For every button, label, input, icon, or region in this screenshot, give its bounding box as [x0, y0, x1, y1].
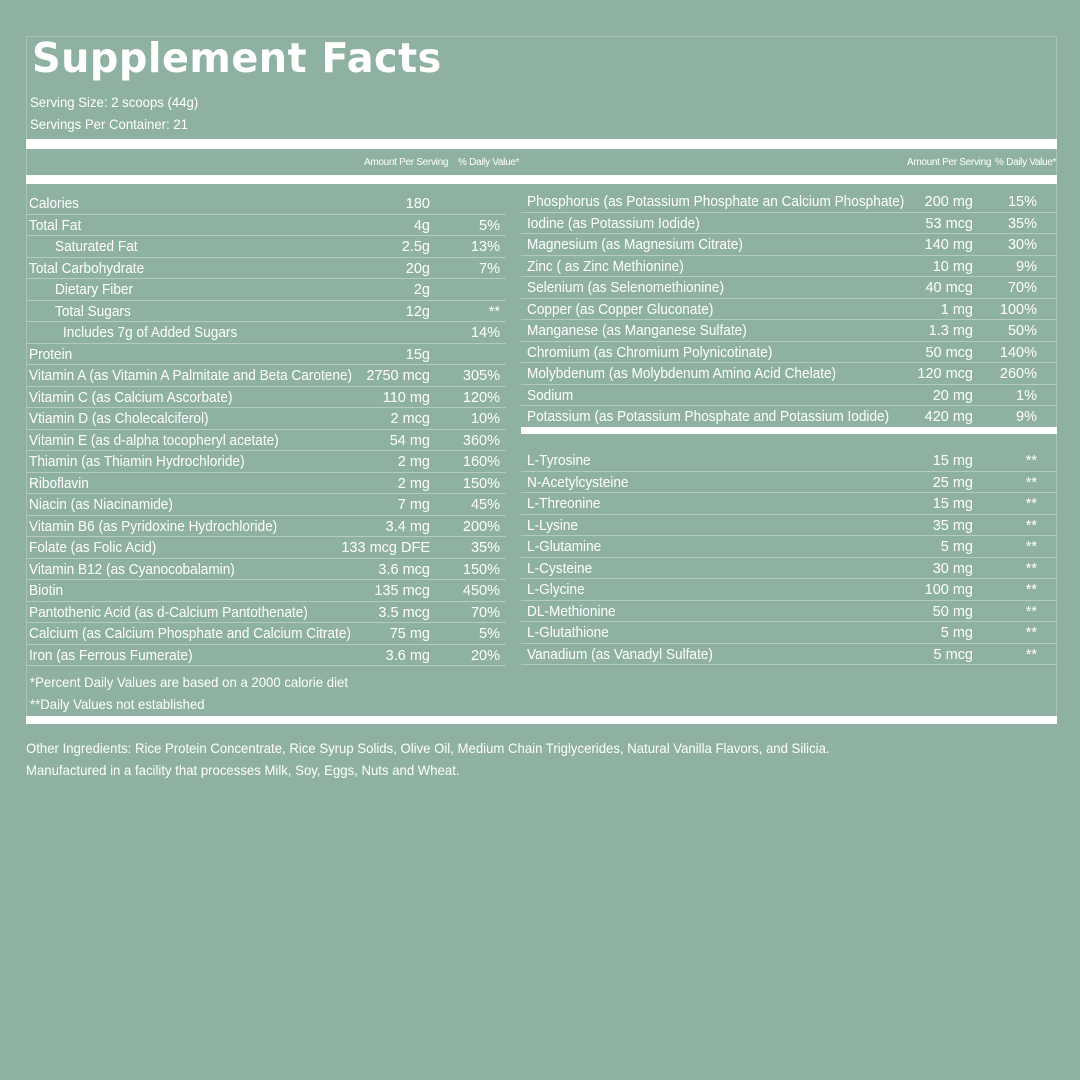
nutrient-name: Copper (as Copper Gluconate): [527, 301, 714, 318]
amino-row: [521, 450, 1057, 472]
nutrient-daily-value: 140%: [999, 344, 1037, 361]
nutrient-name: Vtiamin D (as Cholecalciferol): [29, 411, 209, 427]
nutrient-name: Vitamin B6 (as Pyridoxine Hydrochloride): [29, 518, 278, 535]
nutrient-amount: 12g: [405, 303, 430, 320]
nutrient-name: L-Tyrosine: [527, 453, 591, 469]
nutrient-amount: 50 mg: [932, 603, 973, 620]
nutrient-row: [26, 494, 506, 516]
nutrient-name: Potassium (as Potassium Phosphate and Potassium Iodide): [527, 409, 890, 425]
nutrient-daily-value: 450%: [462, 583, 500, 599]
nutrient-amount: 15 mg: [932, 453, 973, 469]
nutrient-daily-value: 5%: [479, 217, 500, 234]
nutrient-daily-value: 70%: [1007, 280, 1037, 296]
nutrient-row: [26, 516, 506, 538]
nutrient-amount: 10 mg: [932, 258, 973, 275]
footnote-not-established: **Daily Values not established: [30, 696, 205, 712]
nutrient-row: [26, 408, 506, 430]
nutrient-daily-value: 305%: [462, 368, 500, 384]
thick-rule-amino: [521, 427, 1057, 434]
mineral-row: [521, 191, 1057, 213]
other-ingredients: Other Ingredients: Rice Protein Concentrate, Rice Syrup Solids, Olive Oil, Medium Chain Triglycerides, Natural Vanilla Flavors, and Silicia.: [26, 740, 830, 756]
nutrient-amount: 20g: [405, 260, 430, 277]
nutrient-row: [26, 193, 506, 215]
nutrient-daily-value: **: [1025, 646, 1037, 663]
nutrient-name: Niacin (as Niacinamide): [29, 497, 173, 513]
nutrient-name: Includes 7g of Added Sugars: [63, 325, 238, 341]
thick-rule-header: [26, 175, 1057, 184]
nutrient-name: DL-Methionine: [527, 603, 616, 620]
amino-row: [521, 536, 1057, 558]
nutrient-name: L-Threonine: [527, 496, 601, 512]
label-title: Supplement Facts: [32, 34, 442, 82]
nutrient-row: [26, 344, 506, 366]
nutrient-row: [26, 473, 506, 495]
nutrient-row: [26, 430, 506, 452]
nutrient-name: Vitamin B12 (as Cyanocobalamin): [29, 561, 235, 578]
nutrient-daily-value: 150%: [462, 561, 500, 578]
amino-row: [521, 601, 1057, 623]
nutrient-amount: 100 mg: [924, 582, 973, 598]
nutrient-amount: 200 mg: [924, 194, 973, 210]
nutrient-name: Total Fat: [29, 217, 82, 234]
nutrient-amount: 5 mg: [940, 625, 973, 641]
nutrient-amount: 25 mg: [932, 474, 973, 491]
nutrient-daily-value: 260%: [999, 366, 1037, 382]
nutrient-row: [26, 387, 506, 409]
nutrient-amount: 5 mcg: [933, 646, 973, 663]
nutrient-amount: 1 mg: [940, 301, 973, 318]
nutrient-name: L-Glutathione: [527, 625, 609, 641]
nutrient-name: Dietary Fiber: [55, 282, 134, 298]
nutrient-amount: 3.4 mg: [385, 518, 430, 535]
footnote-daily-values: *Percent Daily Values are based on a 2000 calorie diet: [30, 674, 348, 690]
nutrient-daily-value: 5%: [479, 626, 500, 642]
nutrient-name: L-Glutamine: [527, 539, 602, 555]
nutrient-name: Sodium: [527, 387, 574, 404]
amino-row: [521, 515, 1057, 537]
nutrient-amount: 15g: [405, 346, 430, 363]
nutrient-name: Iodine (as Potassium Iodide): [527, 215, 700, 232]
nutrient-daily-value: 35%: [470, 540, 500, 556]
nutrient-name: Thiamin (as Thiamin Hydrochloride): [29, 454, 245, 470]
nutrient-daily-value: 160%: [462, 454, 500, 470]
nutrient-amount: 20 mg: [932, 387, 973, 404]
nutrient-daily-value: 7%: [479, 260, 500, 277]
nutrient-name: Total Sugars: [55, 303, 131, 320]
nutrient-name: Phosphorus (as Potassium Phosphate an Calcium Phosphate): [527, 194, 905, 210]
nutrient-amount: 140 mg: [924, 237, 973, 253]
nutrient-row: [26, 215, 506, 237]
nutrient-amount: 7 mg: [397, 497, 430, 513]
mineral-row: [521, 385, 1057, 407]
nutrient-amount: 75 mg: [389, 626, 430, 642]
nutrient-amount: 180: [405, 196, 430, 212]
nutrient-daily-value: **: [488, 303, 500, 320]
nutrient-amount: 35 mg: [932, 517, 973, 534]
nutrient-amount: 4g: [413, 217, 430, 234]
amino-row: [521, 472, 1057, 494]
nutrient-daily-value: 100%: [999, 301, 1037, 318]
nutrient-daily-value: 10%: [470, 411, 500, 427]
nutrient-row: [26, 365, 506, 387]
nutrient-amount: 50 mcg: [925, 344, 973, 361]
nutrient-name: Total Carbohydrate: [29, 260, 145, 277]
nutrient-amount: 133 mcg DFE: [341, 540, 430, 556]
col-head-dv-left: % Daily Value*: [458, 157, 520, 168]
nutrient-amount: 30 mg: [932, 560, 973, 577]
nutrient-row: [26, 580, 506, 602]
nutrient-name: Molybdenum (as Molybdenum Amino Acid Chelate): [527, 366, 837, 382]
nutrient-daily-value: 200%: [462, 518, 500, 535]
col-head-dv-right: % Daily Value*: [995, 157, 1057, 168]
nutrient-row: [26, 645, 506, 667]
nutrient-name: Chromium (as Chromium Polynicotinate): [527, 344, 773, 361]
nutrient-row: [26, 602, 506, 624]
nutrient-daily-value: 30%: [1007, 237, 1037, 253]
nutrient-row: [26, 623, 506, 645]
mineral-row: [521, 406, 1057, 428]
nutrient-name: Calories: [29, 196, 79, 212]
mineral-row: [521, 299, 1057, 321]
nutrient-name: Protein: [29, 346, 73, 363]
nutrient-amount: 2 mg: [397, 475, 430, 492]
mineral-row: [521, 277, 1057, 299]
nutrient-daily-value: **: [1025, 625, 1037, 641]
nutrient-name: L-Lysine: [527, 517, 579, 534]
nutrient-name: Riboflavin: [29, 475, 89, 492]
allergen-statement: Manufactured in a facility that processes Milk, Soy, Eggs, Nuts and Wheat.: [26, 762, 460, 778]
servings-per-container: Servings Per Container: 21: [30, 116, 189, 132]
nutrient-daily-value: 35%: [1007, 215, 1037, 232]
nutrient-amount: 2.5g: [401, 239, 430, 255]
nutrient-daily-value: **: [1025, 453, 1037, 469]
amino-row: [521, 558, 1057, 580]
nutrient-name: Saturated Fat: [55, 239, 138, 255]
nutrient-amount: 54 mg: [389, 432, 430, 449]
nutrient-name: Vanadium (as Vanadyl Sulfate): [527, 646, 713, 663]
amino-row: [521, 622, 1057, 644]
nutrient-amount: 53 mcg: [925, 215, 973, 232]
nutrient-row: [26, 279, 506, 301]
amino-row: [521, 579, 1057, 601]
nutrient-name: L-Glycine: [527, 582, 585, 598]
nutrient-amount: 3.6 mg: [385, 647, 430, 664]
nutrient-name: Folate (as Folic Acid): [29, 540, 157, 556]
nutrient-amount: 40 mcg: [925, 280, 973, 296]
thick-rule-bottom: [26, 716, 1057, 724]
thick-rule-top: [26, 139, 1057, 149]
nutrient-amount: 3.5 mcg: [378, 604, 430, 621]
nutrient-daily-value: 50%: [1007, 323, 1037, 339]
nutrient-name: Calcium (as Calcium Phosphate and Calcium Citrate): [29, 626, 351, 642]
nutrient-daily-value: **: [1025, 582, 1037, 598]
nutrient-daily-value: 14%: [470, 325, 500, 341]
nutrient-daily-value: **: [1025, 603, 1037, 620]
nutrient-amount: 1.3 mg: [928, 323, 973, 339]
nutrient-row: [26, 301, 506, 323]
nutrient-name: Zinc ( as Zinc Methionine): [527, 258, 684, 275]
nutrient-name: Vitamin C (as Calcium Ascorbate): [29, 389, 233, 406]
nutrient-row: [26, 322, 506, 344]
nutrient-amount: 110 mg: [382, 389, 430, 406]
mineral-row: [521, 234, 1057, 256]
nutrient-name: Iron (as Ferrous Fumerate): [29, 647, 193, 664]
nutrient-amount: 120 mcg: [917, 366, 973, 382]
nutrient-daily-value: 9%: [1016, 409, 1037, 425]
nutrient-name: Selenium (as Selenomethionine): [527, 280, 725, 296]
nutrient-amount: 2 mg: [397, 454, 430, 470]
nutrient-amount: 5 mg: [940, 539, 973, 555]
nutrient-row: [26, 537, 506, 559]
nutrient-row: [26, 236, 506, 258]
nutrient-daily-value: 360%: [462, 432, 500, 449]
nutrient-amount: 135 mcg: [374, 583, 430, 599]
mineral-row: [521, 213, 1057, 235]
nutrient-name: Magnesium (as Magnesium Citrate): [527, 237, 743, 253]
nutrient-name: Vitamin E (as d-alpha tocopheryl acetate): [29, 432, 279, 449]
nutrient-daily-value: 45%: [470, 497, 500, 513]
nutrient-amount: 3.6 mcg: [378, 561, 430, 578]
nutrient-daily-value: **: [1025, 539, 1037, 555]
nutrient-name: Pantothenic Acid (as d-Calcium Pantothenate): [29, 604, 308, 621]
nutrient-row: [26, 258, 506, 280]
nutrient-daily-value: 150%: [462, 475, 500, 492]
nutrient-row: [26, 559, 506, 581]
col-head-amount-right: Amount Per Serving: [907, 157, 992, 168]
col-head-amount-left: Amount Per Serving: [364, 157, 449, 168]
nutrient-daily-value: 120%: [462, 389, 500, 406]
nutrient-amount: 2 mcg: [390, 411, 430, 427]
nutrient-daily-value: 70%: [470, 604, 500, 621]
nutrient-name: Biotin: [29, 583, 64, 599]
nutrient-daily-value: **: [1025, 517, 1037, 534]
nutrient-name: Manganese (as Manganese Sulfate): [527, 323, 747, 339]
mineral-row: [521, 320, 1057, 342]
nutrient-amount: 2g: [413, 282, 430, 298]
nutrient-name: N-Acetylcysteine: [527, 474, 629, 491]
nutrient-amount: 420 mg: [924, 409, 973, 425]
nutrient-name: L-Cysteine: [527, 560, 593, 577]
mineral-row: [521, 256, 1057, 278]
amino-row: [521, 644, 1057, 666]
nutrient-daily-value: **: [1025, 496, 1037, 512]
nutrient-daily-value: 15%: [1007, 194, 1037, 210]
nutrient-daily-value: 1%: [1016, 387, 1037, 404]
nutrient-daily-value: 9%: [1016, 258, 1037, 275]
mineral-row: [521, 363, 1057, 385]
nutrient-daily-value: 20%: [470, 647, 500, 664]
nutrient-row: [26, 451, 506, 473]
nutrient-daily-value: **: [1025, 560, 1037, 577]
nutrient-daily-value: 13%: [470, 239, 500, 255]
mineral-row: [521, 342, 1057, 364]
amino-row: [521, 493, 1057, 515]
nutrient-name: Vitamin A (as Vitamin A Palmitate and Beta Carotene): [29, 368, 353, 384]
nutrient-amount: 15 mg: [932, 496, 973, 512]
nutrient-daily-value: **: [1025, 474, 1037, 491]
serving-size: Serving Size: 2 scoops (44g): [30, 94, 199, 110]
nutrient-amount: 2750 mcg: [366, 368, 430, 384]
